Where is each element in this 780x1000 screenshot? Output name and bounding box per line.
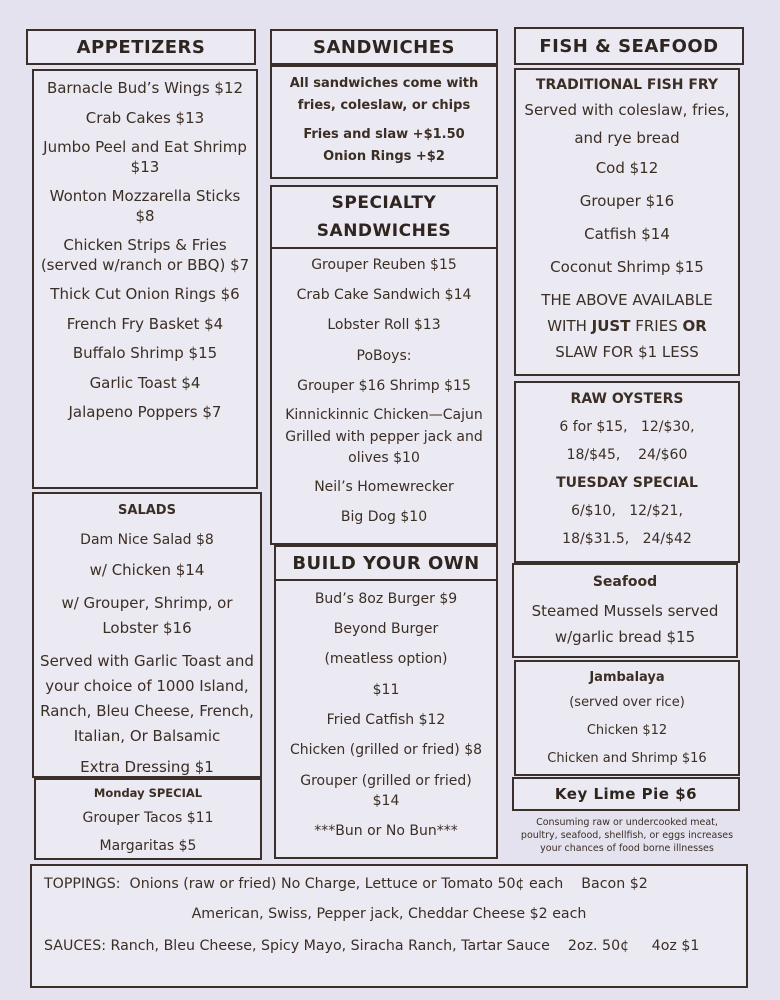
oysters-title: RAW OYSTERS <box>570 391 684 407</box>
jambalaya-item: Chicken and Shrimp $16 <box>547 751 707 766</box>
sandwiches-header <box>270 29 498 65</box>
specialty-header <box>270 185 498 249</box>
salad-item: w/ Chicken $14 <box>89 561 205 579</box>
fish-above-or: OR <box>682 317 707 335</box>
toppings-box <box>30 864 748 988</box>
monday-box <box>34 778 262 860</box>
seafood-item: Steamed Mussels served <box>531 602 719 620</box>
oysters-box <box>514 381 740 563</box>
appetizer-item: Barnacle Bud’s Wings $12 <box>46 79 244 97</box>
appetizer-item: Chicken Strips & Fries (served w/ranch or BBQ) $7 <box>40 236 250 274</box>
fish-fry-note: Served with coleslaw, fries, <box>524 101 730 119</box>
sandwiches-note: All sandwiches come with <box>289 76 479 91</box>
appetizer-item: French Fry Basket $4 <box>66 314 224 333</box>
jambalaya-box <box>514 660 740 776</box>
fish-item: Catfish $14 <box>584 225 670 243</box>
toppings-line: TOPPINGS: Onions (raw or fried) No Charge, Lettuce or Tomato 50¢ each Bacon $2 <box>44 876 648 892</box>
fish-title: FISH & SEAFOOD <box>539 35 719 57</box>
monday-title: Monday SPECIAL <box>93 786 203 800</box>
appetizer-item: Wonton Mozzarella Sticks $8 <box>49 187 241 225</box>
sandwiches-note: fries, coleslaw, or chips <box>297 98 471 113</box>
seafood-box <box>512 563 738 658</box>
specialty-item: Grouper $16 Shrimp $15 <box>297 377 471 394</box>
fish-item: Cod $12 <box>595 159 659 177</box>
specialty-item: Neil’s Homewrecker <box>314 479 454 495</box>
jambalaya-item: Chicken $12 <box>586 723 668 738</box>
sandwiches-note-box <box>270 65 498 179</box>
fish-fry-title: TRADITIONAL FISH FRY <box>535 77 719 93</box>
cheese-line: American, Swiss, Pepper jack, Cheddar Cheese $2 each <box>191 906 587 922</box>
build-item: Fried Catfish $12 <box>326 711 446 728</box>
build-header <box>276 547 496 581</box>
specialty-item: Grouper Reuben $15 <box>311 257 457 273</box>
appetizer-item: Jumbo Peel and Eat Shrimp $13 <box>43 138 247 176</box>
build-item: (meatless option) <box>324 651 448 668</box>
appetizer-item: Crab Cakes $13 <box>85 108 205 127</box>
warning-line: poultry, seafood, shellfish, or eggs increases <box>520 829 734 841</box>
fish-above-just: JUST <box>591 317 631 335</box>
appetizer-item: Buffalo Shrimp $15 <box>72 344 218 362</box>
specialty-list <box>274 256 494 526</box>
fish-above-note <box>516 313 738 339</box>
sandwiches-title: SANDWICHES <box>313 36 455 58</box>
appetizer-item: Jalapeno Poppers $7 <box>68 403 222 421</box>
fish-above-with: WITH <box>547 317 592 335</box>
appetizers-list <box>32 69 258 489</box>
sauces-line: SAUCES: Ranch, Bleu Cheese, Spicy Mayo, Siracha Ranch, Tartar Sauce 2oz. 50¢ 4oz $1 <box>44 938 700 954</box>
oysters-special-price: 18/$31.5, 24/$42 <box>562 531 692 547</box>
specialty-item: Kinnickinnic Chicken—Cajun Grilled with pepper jack and olives $10 <box>285 406 483 467</box>
key-lime-box <box>512 777 740 811</box>
fish-header <box>514 27 744 65</box>
specialty-title: SPECIALTY <box>331 193 437 213</box>
salad-note: Served with Garlic Toast and your choice of 1000 Island, Ranch, Bleu Cheese, French, Italian, Or Balsamic <box>40 652 254 745</box>
seafood-item: w/garlic bread $15 <box>554 628 696 646</box>
salads-title: SALADS <box>118 503 176 518</box>
fries-slaw-upcharge: Fries and slaw +$1.50 <box>303 127 465 142</box>
appetizer-item: Garlic Toast $4 <box>89 373 201 392</box>
specialty-item: Crab Cake Sandwich $14 <box>296 287 472 304</box>
salad-item: w/ Grouper, Shrimp, or Lobster $16 <box>61 594 233 637</box>
appetizers-title: APPETIZERS <box>76 36 206 58</box>
key-lime-title: Key Lime Pie $6 <box>554 785 698 803</box>
build-title: BUILD YOUR OWN <box>292 552 480 574</box>
fish-item: Grouper $16 <box>579 192 675 210</box>
build-item: ***Bun or No Bun*** <box>314 822 458 839</box>
salad-item: Dam Nice Salad $8 <box>80 532 214 548</box>
monday-item: Margaritas $5 <box>99 838 197 854</box>
tuesday-special-title: TUESDAY SPECIAL <box>556 475 698 491</box>
appetizers-header <box>26 29 256 65</box>
fish-item: Coconut Shrimp $15 <box>550 258 704 276</box>
specialty-item: Lobster Roll $13 <box>327 317 441 334</box>
specialty-item: Big Dog $10 <box>340 509 428 526</box>
build-item: Grouper (grilled or fried) $14 <box>300 773 472 810</box>
fish-above-fries: FRIES <box>630 317 683 335</box>
fish-fry-note: and rye bread <box>574 129 680 147</box>
specialty-item: PoBoys: <box>356 347 412 364</box>
oysters-price: 18/$45, 24/$60 <box>566 447 688 463</box>
salads-box <box>32 492 262 778</box>
build-item: Chicken (grilled or fried) $8 <box>289 741 483 758</box>
jambalaya-title: Jambalaya <box>589 670 665 685</box>
oysters-price: 6 for $15, 12/$30, <box>559 419 695 435</box>
build-item: $11 <box>372 681 400 698</box>
warning-line: Consuming raw or undercooked meat, <box>536 817 718 828</box>
onion-rings-upcharge: Onion Rings +$2 <box>323 149 445 164</box>
seafood-title: Seafood <box>592 574 658 590</box>
warning-line: your chances of food borne illnesses <box>540 842 714 854</box>
appetizer-item: Thick Cut Onion Rings $6 <box>50 285 240 303</box>
jambalaya-item: (served over rice) <box>569 695 685 710</box>
specialty-title: SANDWICHES <box>316 221 452 241</box>
fish-fry-box <box>514 68 740 376</box>
fish-above-note: THE ABOVE AVAILABLE <box>541 291 713 309</box>
build-item: Bud’s 8oz Burger $9 <box>314 591 458 607</box>
extra-dressing: Extra Dressing $1 <box>80 758 214 776</box>
food-warning <box>512 817 742 855</box>
oysters-special-price: 6/$10, 12/$21, <box>571 503 683 519</box>
fish-above-note: SLAW FOR $1 LESS <box>555 343 699 361</box>
monday-item: Grouper Tacos $11 <box>82 810 214 826</box>
build-item: Beyond Burger <box>333 621 439 638</box>
build-list <box>278 590 494 840</box>
